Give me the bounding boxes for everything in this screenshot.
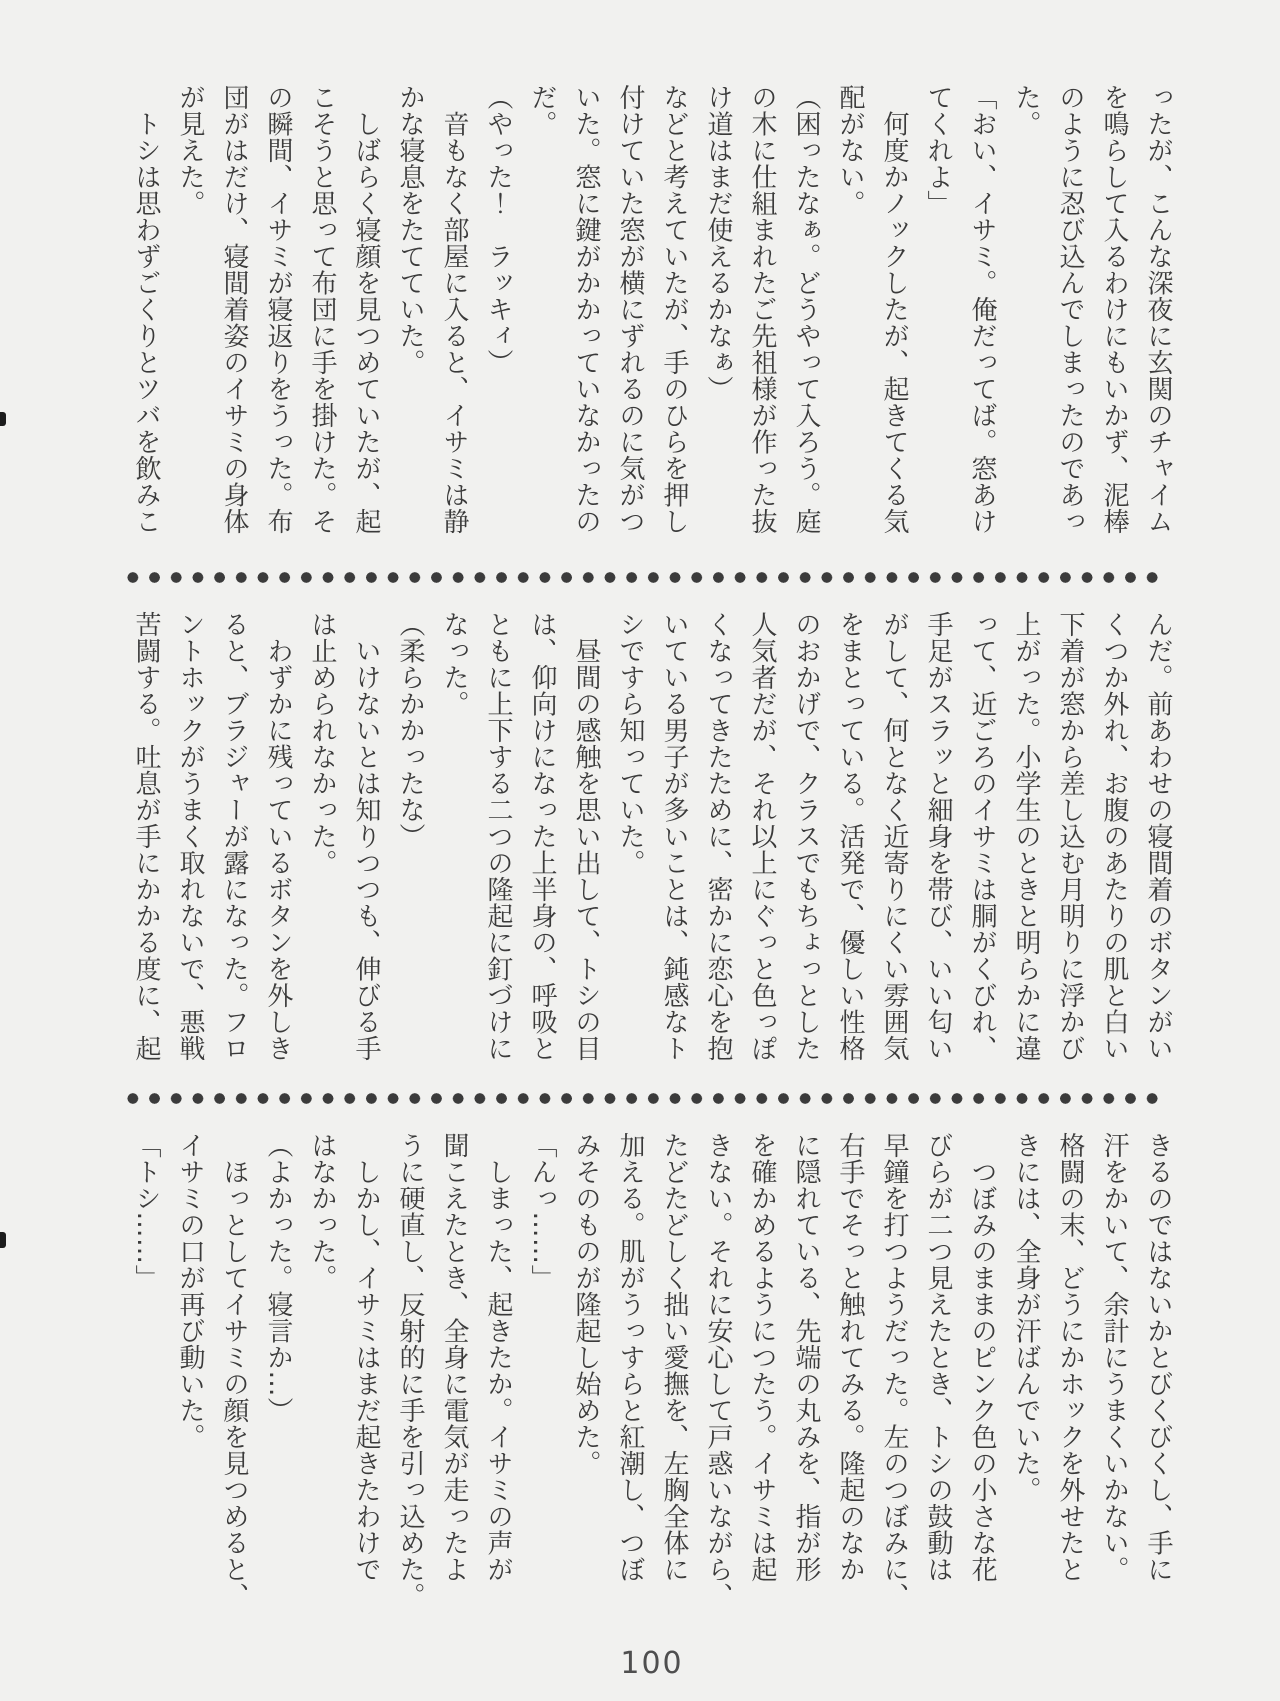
text-column: てくれよ」 xyxy=(923,84,953,217)
text-column: きには、全身が汗ばんでいた。 xyxy=(1011,1132,1041,1503)
text-column: の瞬間、イサミが寝返りをうった。布 xyxy=(263,84,293,535)
text-column: くなってきたために、密かに恋心を抱 xyxy=(703,611,733,1062)
text-column: イサミの口が再び動いた。 xyxy=(175,1132,205,1450)
text-column: かな寝息をたてていた。 xyxy=(395,84,425,376)
text-column: ほっとしてイサミの顔を見つめると、 xyxy=(219,1132,249,1609)
scan-edge-artifact xyxy=(0,1232,6,1248)
text-column: に隠れている、先端の丸みを、指が形 xyxy=(791,1132,821,1583)
dotted-separator xyxy=(122,572,1164,583)
text-column: 聞こえたとき、全身に電気が走ったよ xyxy=(439,1132,469,1583)
text-column: は止められなかった。 xyxy=(307,611,337,876)
text-column: ントホックがうまく取れないで、悪戦 xyxy=(175,611,205,1062)
text-column: 汗をかいて、余計にうまくいかない。 xyxy=(1099,1132,1129,1583)
text-column: をまとっている。活発で、優しい性格 xyxy=(835,611,865,1062)
text-column: くつか外れ、お腹のあたりの肌と白い xyxy=(1099,611,1129,1062)
text-column: 「トシ……」 xyxy=(131,1132,161,1291)
text-section-top xyxy=(124,84,1180,542)
text-column: 「んっ……」 xyxy=(527,1132,557,1291)
text-column: シですら知っていた。 xyxy=(615,611,645,876)
text-column: た。 xyxy=(1011,84,1041,137)
text-column: 配がない。 xyxy=(835,84,865,217)
text-column: しばらく寝顔を見つめていたが、起 xyxy=(351,84,381,535)
text-column: みそのものが隆起し始めた。 xyxy=(571,1132,601,1477)
text-column: 団がはだけ、寝間着姿のイサミの身体 xyxy=(219,84,249,535)
text-column: などと考えていたが、手のひらを押し xyxy=(659,84,689,535)
text-column: （やった！ ラッキィ） xyxy=(483,84,513,376)
text-column: （困ったなぁ。どうやって入ろう。庭 xyxy=(791,84,821,535)
text-column: ったが、こんな深夜に玄関のチャイム xyxy=(1143,84,1173,535)
text-column: 昼間の感触を思い出して、トシの目 xyxy=(571,611,601,1062)
text-column: 人気者だが、それ以上にぐっと色っぽ xyxy=(747,611,777,1062)
text-column: 苦闘する。吐息が手にかかる度に、起 xyxy=(131,611,161,1062)
text-column: いた。窓に鍵がかかっていなかったの xyxy=(571,84,601,535)
text-column: いけないとは知りつつも、伸びる手 xyxy=(351,611,381,1062)
text-column: きない。それに安心して戸惑いながら、 xyxy=(703,1132,733,1609)
text-column: け道はまだ使えるかなぁ） xyxy=(703,84,733,402)
text-column: のおかげで、クラスでもちょっとした xyxy=(791,611,821,1062)
text-column: こそうと思って布団に手を掛けた。そ xyxy=(307,84,337,535)
text-column: んだ。前あわせの寝間着のボタンがい xyxy=(1143,611,1173,1062)
text-column: が見えた。 xyxy=(175,84,205,217)
scan-edge-artifact xyxy=(0,412,6,426)
text-section-middle xyxy=(124,611,1180,1063)
text-column: を鳴らして入るわけにもいかず、泥棒 xyxy=(1099,84,1129,535)
text-column: の木に仕組まれたご先祖様が作った抜 xyxy=(747,84,777,535)
text-column: わずかに残っているボタンを外しき xyxy=(263,611,293,1062)
text-column: はなかった。 xyxy=(307,1132,337,1291)
text-column: 下着が窓から差し込む月明りに浮かび xyxy=(1055,611,1085,1062)
text-column: 何度かノックしたが、起きてくる気 xyxy=(879,84,909,535)
text-column: 右手でそっと触れてみる。隆起のなか xyxy=(835,1132,865,1583)
text-column: は、仰向けになった上半身の、呼吸と xyxy=(527,611,557,1062)
text-column: しまった、起きたか。イサミの声が xyxy=(483,1132,513,1583)
page-number: 100 xyxy=(620,1646,684,1681)
text-section-bottom xyxy=(124,1132,1180,1614)
text-column: ると、ブラジャーが露になった。フロ xyxy=(219,611,249,1062)
text-column: トシは思わずごくりとツバを飲みこ xyxy=(131,84,161,535)
text-column: って、近ごろのイサミは胴がくびれ、 xyxy=(967,611,997,1062)
text-column: 早鐘を打つようだった。左のつぼみに、 xyxy=(879,1132,909,1609)
text-column: びらが二つ見えたとき、トシの鼓動は xyxy=(923,1132,953,1583)
text-column: 音もなく部屋に入ると、イサミは静 xyxy=(439,84,469,535)
text-column: 上がった。小学生のときと明らかに違 xyxy=(1011,611,1041,1062)
text-column: 「おい、イサミ。俺だってば。窓あけ xyxy=(967,84,997,535)
text-column: 手足がスラッと細身を帯び、いい匂い xyxy=(923,611,953,1062)
dotted-separator xyxy=(122,1093,1164,1104)
text-column: なった。 xyxy=(439,611,469,717)
text-column: 付けていた窓が横にずれるのに気がつ xyxy=(615,84,645,535)
text-column: いている男子が多いことは、鈍感なト xyxy=(659,611,689,1062)
text-column: （柔らかかったな） xyxy=(395,611,425,850)
text-column: がして、何となく近寄りにくい雰囲気 xyxy=(879,611,909,1062)
text-column: を確かめるようにつたう。イサミは起 xyxy=(747,1132,777,1583)
text-column: たどたどしく拙い愛撫を、左胸全体に xyxy=(659,1132,689,1583)
text-column: きるのではないかとびくびくし、手に xyxy=(1143,1132,1173,1583)
text-column: うに硬直し、反射的に手を引っ込めた。 xyxy=(395,1132,425,1609)
text-column: ともに上下する二つの隆起に釘づけに xyxy=(483,611,513,1062)
text-column: だ。 xyxy=(527,84,557,137)
text-column: つぼみのままのピンク色の小さな花 xyxy=(967,1132,997,1583)
text-column: しかし、イサミはまだ起きたわけで xyxy=(351,1132,381,1583)
text-column: （よかった。寝言か…） xyxy=(263,1132,293,1424)
text-column: 格闘の末、どうにかホックを外せたと xyxy=(1055,1132,1085,1583)
text-column: のように忍び込んでしまったのであっ xyxy=(1055,84,1085,535)
text-column: 加える。肌がうっすらと紅潮し、つぼ xyxy=(615,1132,645,1583)
